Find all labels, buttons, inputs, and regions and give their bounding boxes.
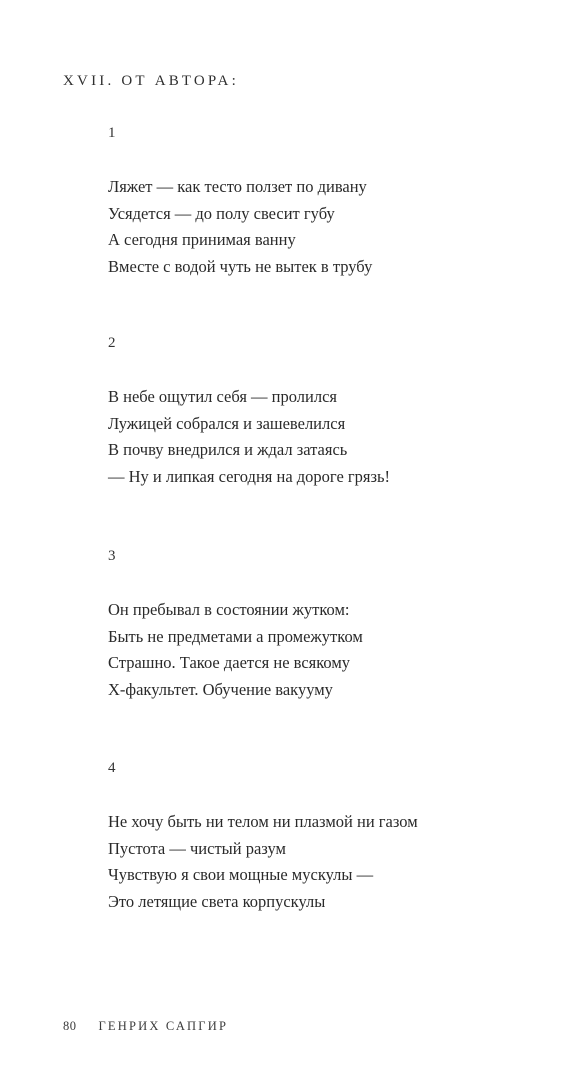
poem-line: — Ну и липкая сегодня на дороге грязь!: [108, 466, 391, 486]
poem-line: Чувствую я свои мощные мускулы —: [108, 865, 374, 884]
poem-stanza: [108, 597, 568, 703]
page-footer: [63, 1019, 228, 1034]
poem-1: [108, 124, 568, 280]
poem-line: В небе ощутил себя — пролился: [108, 387, 338, 406]
poem-line: Пустота — чистый разум: [108, 838, 286, 858]
poem-3: [108, 547, 568, 703]
poem-4: [108, 759, 568, 915]
poem-line: Х-факультет. Обучение вакууму: [108, 679, 333, 699]
page-number: 80: [63, 1019, 77, 1033]
poem-line: Страшно. Такое дается не всякому: [108, 653, 351, 672]
poem-line: Лужицей собрался и зашевелился: [108, 413, 346, 433]
poem-number: 4: [108, 760, 116, 776]
poem-line: Усядется — до полу свесит губу: [108, 203, 335, 223]
poem-line: Быть не предметами а промежутком: [108, 626, 363, 646]
poem-stanza: [108, 174, 568, 280]
section-heading: XVII. ОТ АВТОРА:: [63, 73, 239, 89]
poem-stanza: [108, 809, 568, 915]
poem-line: Вместе с водой чуть не вытек в трубу: [108, 256, 373, 276]
poem-stanza: [108, 384, 568, 490]
poem-line: А сегодня принимая ванну: [108, 230, 296, 249]
poem-line: Он пребывал в состоянии жутком:: [108, 600, 350, 619]
poem-number: 2: [108, 335, 116, 351]
poem-line: Не хочу быть ни телом ни плазмой ни газом: [108, 812, 418, 831]
poem-2: [108, 334, 568, 490]
poem-number: 3: [108, 548, 116, 564]
running-author: ГЕНРИХ САПГИР: [98, 1019, 229, 1033]
poem-line: В почву внедрился и ждал затаясь: [108, 440, 348, 459]
poem-line: Это летящие света корпускулы: [108, 891, 326, 911]
poem-line: Ляжет — как тесто ползет по дивану: [108, 177, 367, 196]
poem-number: 1: [108, 125, 116, 141]
